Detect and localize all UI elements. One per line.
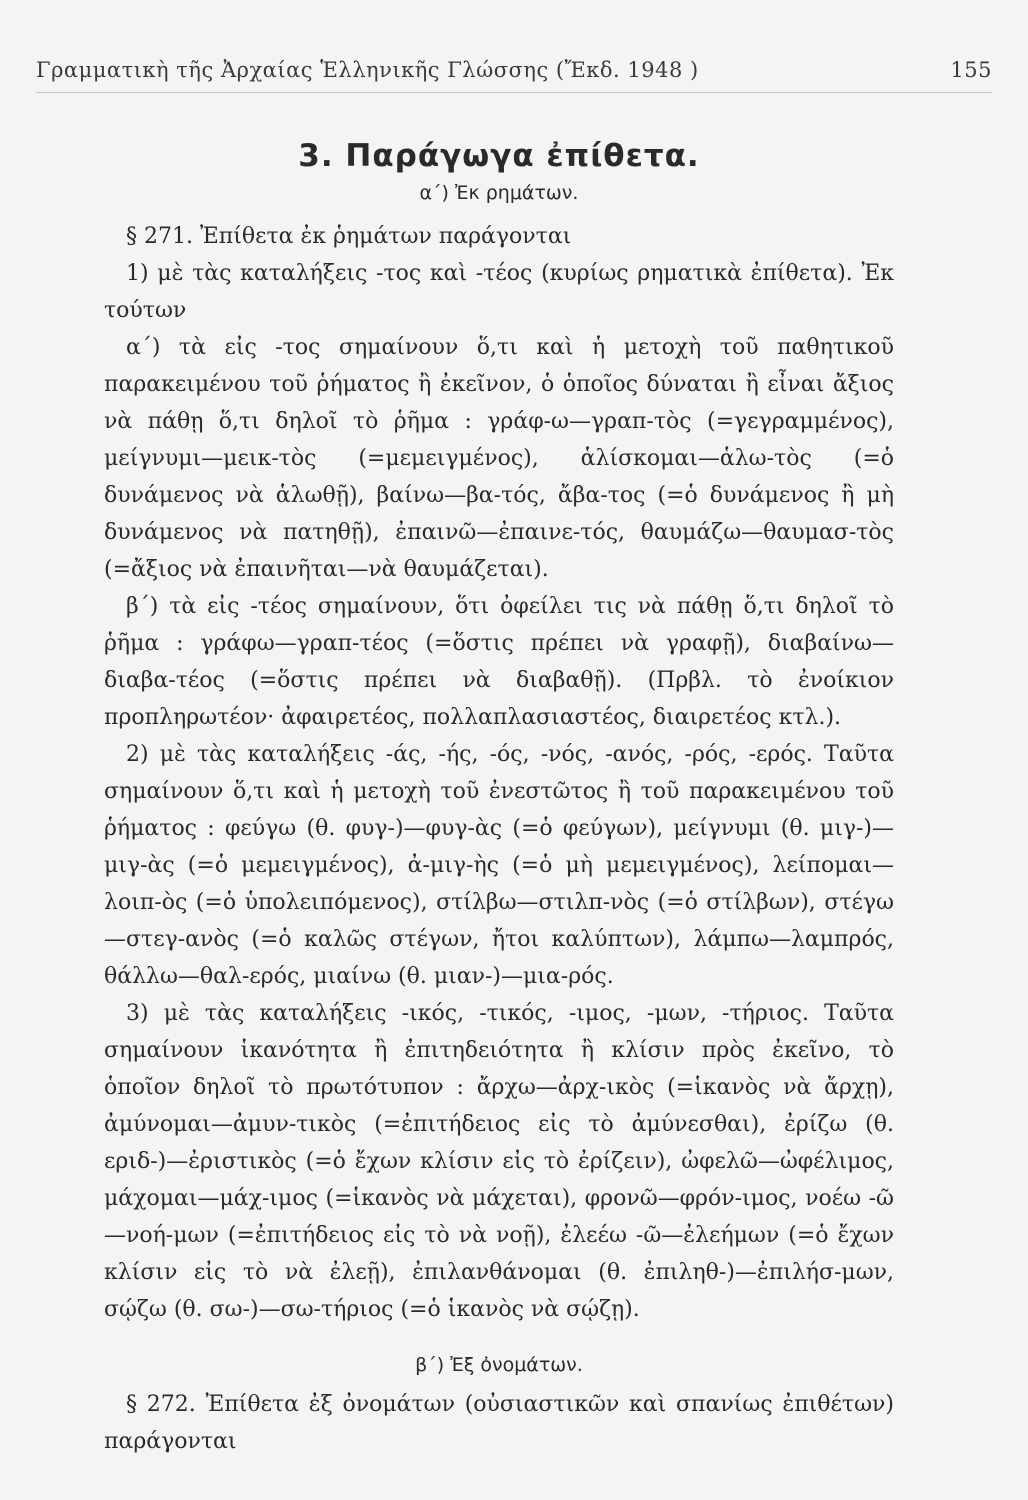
subsection-title-a: α΄) Ἐκ ρημάτων. — [419, 182, 579, 204]
running-header — [36, 58, 992, 82]
paragraph-271-intro: § 271. Ἐπίθετα ἐκ ῥημάτων παράγονται — [126, 224, 572, 249]
paragraph-a: α΄) τὰ εἰς -τος σημαίνουν ὅ,τι καὶ ἡ μετοχὴ τοῦ παθητικοῦ παρακειμένου τοῦ ῥήματος ἢ ἐκεῖνον, ὁ ὁποῖος δύναται ἢ εἶναι ἄξιος νὰ πάθῃ ὅ,τι δηλοῖ τὸ ῥῆμα : γράφ-ω—γραπ-τὸς (=γεγραμμένος), μείγνυμι—μεικ-τὸς (=μεμειγμένος), ἁλίσκομαι—ἁλω-τὸς (=ὁ δυνάμενος νὰ ἁλωθῇ), βαίνω—βα-τός, ἄβα-τος (=ὁ δυνάμενος ἢ μὴ δυνάμενος νὰ πατηθῇ), ἐπαινῶ—ἐπαινε-τός, θαυμάζω—θαυμασ-τὸς (=ἄξιος νὰ ἐπαινῆται—νὰ θαυμάζεται). — [104, 335, 894, 582]
running-title: Γραμματικὴ τῆς Ἀρχαίας Ἑλληνικῆς Γλώσσης (Ἔκδ. 1948 ) — [36, 58, 699, 82]
page-body — [104, 120, 894, 1460]
paragraph-b: β΄) τὰ εἰς -τέος σημαίνουν, ὅτι ὀφείλει τις νὰ πάθῃ ὅ,τι δηλοῖ τὸ ῥῆμα : γράφω—γραπ-τέος (=ὅστις πρέπει νὰ γραφῇ), διαβαίνω—διαβα-τέος (=ὅστις πρέπει νὰ διαβαθῇ). (Πρβλ. τὸ ἐνοίκιον προπληρωτέον· ἀφαιρετέος, πολλαπλασιαστέος, διαιρετέος κτλ.). — [104, 594, 894, 730]
paragraph-3: 3) μὲ τὰς καταλήξεις -ικός, -τικός, -ιμος, -μων, -τήριος. Ταῦτα σημαίνουν ἱκανότητα ἢ ἐπιτηδειότητα ἢ κλίσιν πρὸς ἐκεῖνο, τὸ ὁποῖον δηλοῖ τὸ πρωτότυπον : ἄρχω—ἀρχ-ικὸς (=ἱκανὸς νὰ ἄρχῃ), ἀμύνομαι—ἀμυν-τικὸς (=ἐπιτήδειος εἰς τὸ ἀμύνεσθαι), ἐρίζω (θ. εριδ-)—ἐριστικὸς (=ὁ ἔχων κλίσιν εἰς τὸ ἐρίζειν), ὠφελῶ—ὠφέλιμος, μάχομαι—μάχ-ιμος (=ἱκανὸς νὰ μάχεται), φρονῶ—φρόν-ιμος, νοέω -ῶ—νοή-μων (=ἐπιτήδειος εἰς τὸ νὰ νοῇ), ἐλεέω -ῶ—ἐλεήμων (=ὁ ἔχων κλίσιν εἰς τὸ νὰ ἐλεῇ), ἐπιλανθάνομαι (θ. ἐπιληθ-)—ἐπιλήσ-μων, σῴζω (θ. σω-)—σω-τήριος (=ὁ ἱκανὸς νὰ σῴζῃ). — [104, 1001, 894, 1322]
paragraph-2: 2) μὲ τὰς καταλήξεις -άς, -ής, -ός, -νός, -ανός, -ρός, -ερός. Ταῦτα σημαίνουν ὅ,τι καὶ ἡ μετοχὴ τοῦ ἐνεστῶτος ἢ τοῦ παρακειμένου τοῦ ῥήματος : φεύγω (θ. φυγ-)—φυγ-ὰς (=ὁ φεύγων), μείγνυμι (θ. μιγ-)—μιγ-ὰς (=ὁ μεμειγμένος), ἀ-μιγ-ὴς (=ὁ μὴ μεμειγμένος), λείπομαι—λοιπ-ὸς (=ὁ ὑπολειπόμενος), στίλβω—στιλπ-νὸς (=ὁ στίλβων), στέγω—στεγ-ανὸς (=ὁ καλῶς στέγων, ἤτοι καλύπτων), λάμπω—λαμπρός, θάλλω—θαλ-ερός, μιαίνω (θ. μιαν-)—μια-ρός. — [104, 742, 894, 989]
section-title: 3. Παράγωγα ἐπίθετα. — [298, 138, 700, 174]
header-rule — [36, 92, 992, 93]
paragraph-1: 1) μὲ τὰς καταλήξεις -τος καὶ -τέος (κυρίως ρηματικὰ ἐπίθετα). Ἐκ τούτων — [104, 261, 894, 323]
page-number: 155 — [950, 58, 992, 82]
paragraph-272: § 272. Ἐπίθετα ἐξ ὀνομάτων (οὐσιαστικῶν καὶ σπανίως ἐπιθέτων) παράγονται — [104, 1392, 894, 1454]
subsection-title-b: β΄) Ἐξ ὀνομάτων. — [415, 1354, 583, 1376]
